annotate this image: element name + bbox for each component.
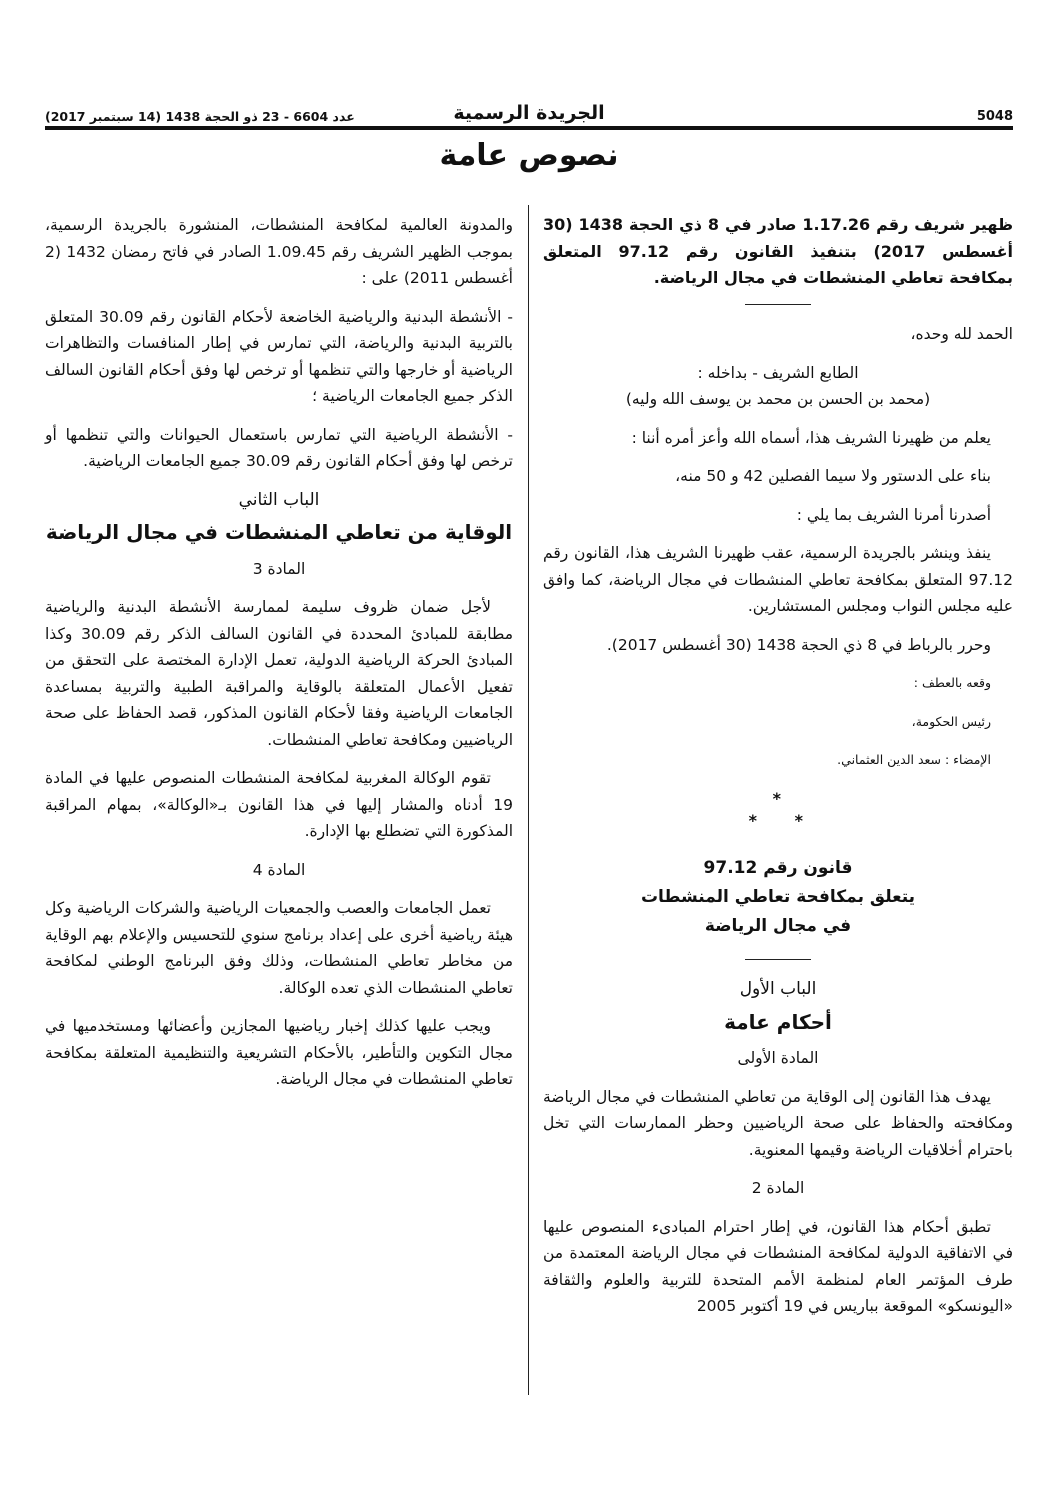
signature: الإمضاء : سعد الدين العثماني. [837, 752, 991, 767]
praise: الحمد لله وحده، [910, 325, 1013, 343]
chapter-2-heading: الباب الثاني [238, 489, 320, 510]
list-item: - الأنشطة الرياضية التي تمارس باستعمال الحيوانات والتي تنظمها أو ترخص لها وفق أحكام القانون رقم 30.09 جميع الجامعات الرياضية. [45, 425, 513, 470]
head-of-government: رئيس الحكومة، [911, 713, 991, 729]
article-4-heading: المادة 4 [252, 860, 306, 879]
article-3-text: تقوم الوكالة المغربية لمكافحة المنشطات المنصوص عليها في المادة 19 أدناه والمشار إليها في هذا القانون بـ«الوكالة»، بمهام المراقبة المذكورة التي تضطلع بها الإدارة. [45, 769, 513, 840]
issue-info: عدد 6604 - 23 ذو الحجة 1438 (14 سبتمبر 2017) [45, 109, 355, 124]
star: * [772, 788, 781, 808]
separator-rule [745, 304, 811, 306]
seal-name: (محمد بن الحسن بن محمد بن يوسف الله وليه) [625, 390, 931, 408]
article-2-continuation: والمدونة العالمية لمكافحة المنشطات، المنشورة بالجريدة الرسمية، بموجب الظهير الشريف رقم 1.09.45 الصادر في فاتح رمضان 1432 (2 أغسطس 2011) على : [45, 216, 513, 287]
article-3-heading: المادة 3 [252, 559, 306, 578]
star: * [794, 810, 803, 830]
chapter-1-heading: الباب الأول [739, 979, 817, 999]
column-divider [528, 205, 529, 1395]
dahir-basis: بناء على الدستور ولا سيما الفصلين 42 و 50 منه، [675, 467, 991, 485]
section-title: نصوص عامة [439, 138, 619, 173]
dahir-done-at: وحرر بالرباط في 8 ذي الحجة 1438 (30 أغسطس 2017). [606, 635, 991, 654]
seal-text: الطابع الشريف - بداخله : [697, 363, 859, 382]
article-1-heading: المادة الأولى [737, 1049, 819, 1067]
article-2-heading: المادة 2 [751, 1179, 805, 1197]
star: * [748, 810, 757, 830]
dahir-intro: يعلم من ظهيرنا الشريف هذا، أسماه الله وأعز أمره أننا : [631, 428, 991, 447]
law-subject-line-2: في مجال الرياضة [704, 915, 852, 936]
article-4-text: تعمل الجامعات والعصب والجمعيات الرياضية والشركات الرياضية وكل هيئة رياضية أخرى على إعداد برنامج سنوي للتحسيس والإعلام بهم الوقاية من مخاطر تعاطي المنشطات، وذلك وفق البرنامج الوطني لمكافحة تعاطي المنشطات الذي تعده الوكالة. [45, 899, 513, 997]
page-header [45, 98, 1013, 124]
dahir-promulgation: ينفذ وينشر بالجريدة الرسمية، عقب ظهيرنا الشريف هذا، القانون رقم 97.12 المتعلق بمكافحة تعاطي المنشطات في مجال الرياضة، كما وافق عليه مجلس النواب ومجلس المستشارين. [543, 544, 1013, 615]
dahir-title: ظهير شريف رقم 1.17.26 صادر في 8 ذي الحجة 1438 (30 أغسطس 2017) بتنفيذ القانون رقم 97.12 المتعلق بمكافحة تعاطي المنشطات في مجال الرياضة. [543, 215, 1014, 287]
article-3-text: لأجل ضمان ظروف سليمة لممارسة الأنشطة البدنية والرياضية مطابقة للمبادئ المحددة في القانون السالف الذكر رقم 30.09 وكذا المبادئ الحركة الرياضية الدولية، تعمل الإدارة المختصة على التحقق من تفعيل الأعمال المتعلقة بالوقاية والمراقبة الطبية والتربية بمساعدة الجامعات الرياضية وفقا لأحكام القانون المذكور، قصد الحفاظ على صحة الرياضيين ومكافحة تعاطي المنشطات. [45, 598, 513, 749]
article-2-text: تطبق أحكام هذا القانون، في إطار احترام المبادىء المنصوص عليها في الاتفاقية الدولية لمكافحة المنشطات في مجال الرياضة المعتمدة من طرف المؤتمر العام لمنظمة الأمم المتحدة للتربية والعلوم والثقافة «اليونسكو» الموقعة بباريس في 19 أكتوبر 2005 [543, 1217, 1013, 1315]
countersigned: وقعه بالعطف : [913, 675, 991, 690]
separator-rule [745, 959, 811, 961]
page-number: 5048 [976, 109, 1013, 124]
law-number: قانون رقم 97.12 [703, 857, 853, 878]
chapter-1-name: أحكام عامة [724, 1009, 832, 1034]
stars-ornament [543, 786, 1013, 834]
chapter-2-name: الوقاية من تعاطي المنشطات في مجال الرياضة [45, 520, 513, 544]
article-4-text: ويجب عليها كذلك إخبار رياضيها المجازين وأعضائها ومستخدميها في مجال التكوين والتأطير، بالأحكام التشريعية والتنظيمية المتعلقة بمكافحة تعاطي المنشطات في مجال الرياضة. [45, 1017, 513, 1088]
article-1-text: يهدف هذا القانون إلى الوقاية من تعاطي المنشطات في مجال الرياضة ومكافحته والحفاظ على صحة الرياضيين وحظر الممارسات التي تخل باحترام أخلاقيات الرياضة وقيمها المعنوية. [543, 1087, 1013, 1159]
list-item: - الأنشطة البدنية والرياضية الخاضعة لأحكام القانون رقم 30.09 المتعلق بالتربية البدنية والرياضة، التي تمارس في إطار المنافسات والتظاهرات الرياضية أو خارجها والتي تنظمها أو ترخص لها وفق أحكام القانون السالف الذكر جميع الجامعات الرياضية ؛ [45, 307, 513, 405]
right-column [543, 212, 1013, 1332]
header-rule [45, 126, 1013, 130]
journal-title: الجريدة الرسمية [453, 102, 605, 124]
left-column [45, 212, 513, 1105]
dahir-order: أصدرنا أمرنا الشريف بما يلي : [796, 505, 991, 524]
law-subject-line-1: يتعلق بمكافحة تعاطي المنشطات [640, 886, 916, 907]
